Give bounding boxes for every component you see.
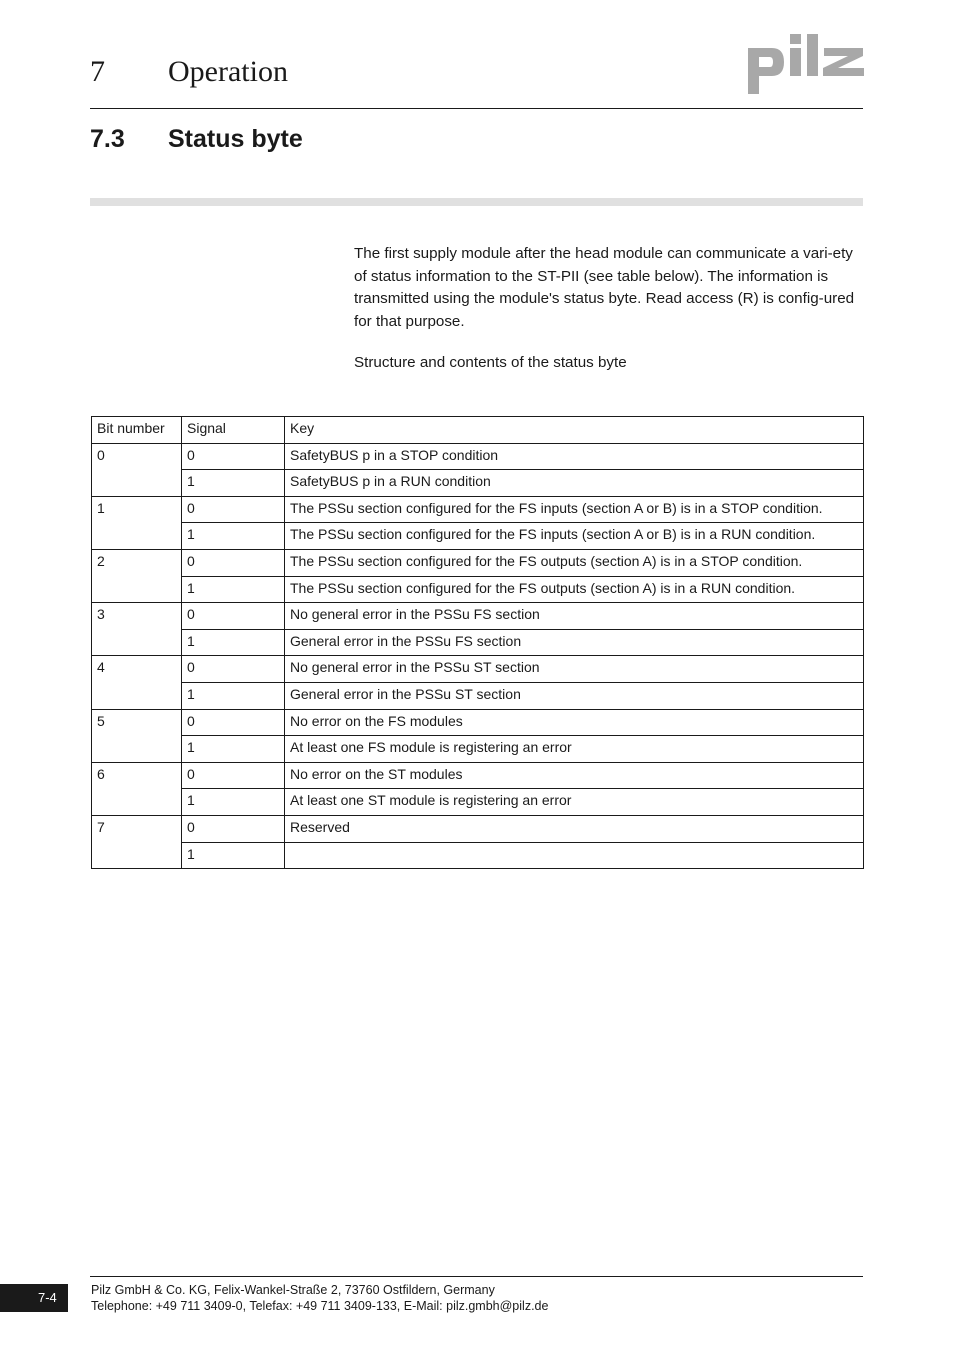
key-cell: At least one FS module is registering an error — [285, 736, 864, 763]
bit-number-cell: 2 — [92, 549, 182, 602]
signal-cell: 0 — [182, 496, 285, 523]
table-caption: Structure and contents of the status byte — [354, 354, 627, 371]
table-row — [92, 789, 864, 816]
signal-cell: 0 — [182, 603, 285, 630]
table-row — [92, 842, 864, 869]
table-row — [92, 603, 864, 630]
signal-cell: 0 — [182, 443, 285, 470]
table-row — [92, 682, 864, 709]
signal-cell: 1 — [182, 576, 285, 603]
bit-number-cell: 6 — [92, 762, 182, 815]
signal-cell: 1 — [182, 842, 285, 869]
footer — [91, 1282, 548, 1314]
table-row — [92, 576, 864, 603]
key-cell: No general error in the PSSu FS section — [285, 603, 864, 630]
pilz-logo-graphic — [744, 28, 866, 94]
bit-number-cell: 0 — [92, 443, 182, 496]
header-bit-number: Bit number — [92, 417, 182, 444]
signal-cell: 1 — [182, 682, 285, 709]
header-key: Key — [285, 417, 864, 444]
table-row — [92, 815, 864, 842]
key-cell: SafetyBUS p in a STOP condition — [285, 443, 864, 470]
signal-cell: 0 — [182, 815, 285, 842]
key-cell: SafetyBUS p in a RUN condition — [285, 470, 864, 497]
table-row — [92, 762, 864, 789]
page-number: 7-4 — [38, 1290, 57, 1305]
signal-cell: 0 — [182, 709, 285, 736]
table-row — [92, 443, 864, 470]
key-cell: General error in the PSSu FS section — [285, 629, 864, 656]
signal-cell: 0 — [182, 656, 285, 683]
table-header-row — [92, 417, 864, 444]
bit-number-cell: 4 — [92, 656, 182, 709]
key-cell — [285, 842, 864, 869]
footer-address: Pilz GmbH & Co. KG, Felix-Wankel-Straße 2, 73760 Ostfildern, Germany — [91, 1283, 495, 1297]
table-row — [92, 496, 864, 523]
key-cell: The PSSu section configured for the FS outputs (section A) is in a RUN condition. — [285, 576, 864, 603]
section-title: Status byte — [168, 125, 303, 153]
signal-cell: 1 — [182, 736, 285, 763]
bit-number-cell: 3 — [92, 603, 182, 656]
bit-number-cell: 1 — [92, 496, 182, 549]
key-cell: The PSSu section configured for the FS inputs (section A or B) is in a RUN condition. — [285, 523, 864, 550]
signal-cell: 1 — [182, 629, 285, 656]
signal-cell: 1 — [182, 789, 285, 816]
header-rule — [90, 108, 863, 109]
key-cell: No error on the ST modules — [285, 762, 864, 789]
signal-cell: 0 — [182, 549, 285, 576]
chapter-title: Operation — [168, 55, 288, 88]
section-number: 7.3 — [90, 125, 125, 153]
table-row — [92, 656, 864, 683]
signal-cell: 1 — [182, 523, 285, 550]
table-row — [92, 709, 864, 736]
key-cell: No general error in the PSSu ST section — [285, 656, 864, 683]
signal-cell: 1 — [182, 470, 285, 497]
key-cell: The PSSu section configured for the FS inputs (section A or B) is in a STOP condition. — [285, 496, 864, 523]
bit-number-cell: 7 — [92, 815, 182, 868]
intro-paragraph: The first supply module after the head module can communicate a vari-ety of status information to the ST-PII (see table below). The information is transmitted using the module's status byte. Read access (R) is config-ured for that purpose. — [354, 245, 855, 330]
table-row — [92, 523, 864, 550]
table-row — [92, 470, 864, 497]
table-row — [92, 549, 864, 576]
footer-contact: Telephone: +49 711 3409-0, Telefax: +49 711 3409-133, E-Mail: pilz.gmbh@pilz.de — [91, 1299, 549, 1313]
section-divider — [90, 198, 863, 206]
status-byte-table — [91, 416, 864, 869]
key-cell: General error in the PSSu ST section — [285, 682, 864, 709]
key-cell: The PSSu section configured for the FS outputs (section A) is in a STOP condition. — [285, 549, 864, 576]
table-row — [92, 736, 864, 763]
bit-number-cell: 5 — [92, 709, 182, 762]
footer-rule — [90, 1276, 863, 1277]
key-cell: At least one ST module is registering an error — [285, 789, 864, 816]
key-cell: Reserved — [285, 815, 864, 842]
pilz-logo — [744, 28, 866, 94]
chapter-number: 7 — [90, 55, 105, 88]
table-row — [92, 629, 864, 656]
signal-cell: 0 — [182, 762, 285, 789]
key-cell: No error on the FS modules — [285, 709, 864, 736]
header-signal: Signal — [182, 417, 285, 444]
page-number-box — [0, 1284, 68, 1312]
